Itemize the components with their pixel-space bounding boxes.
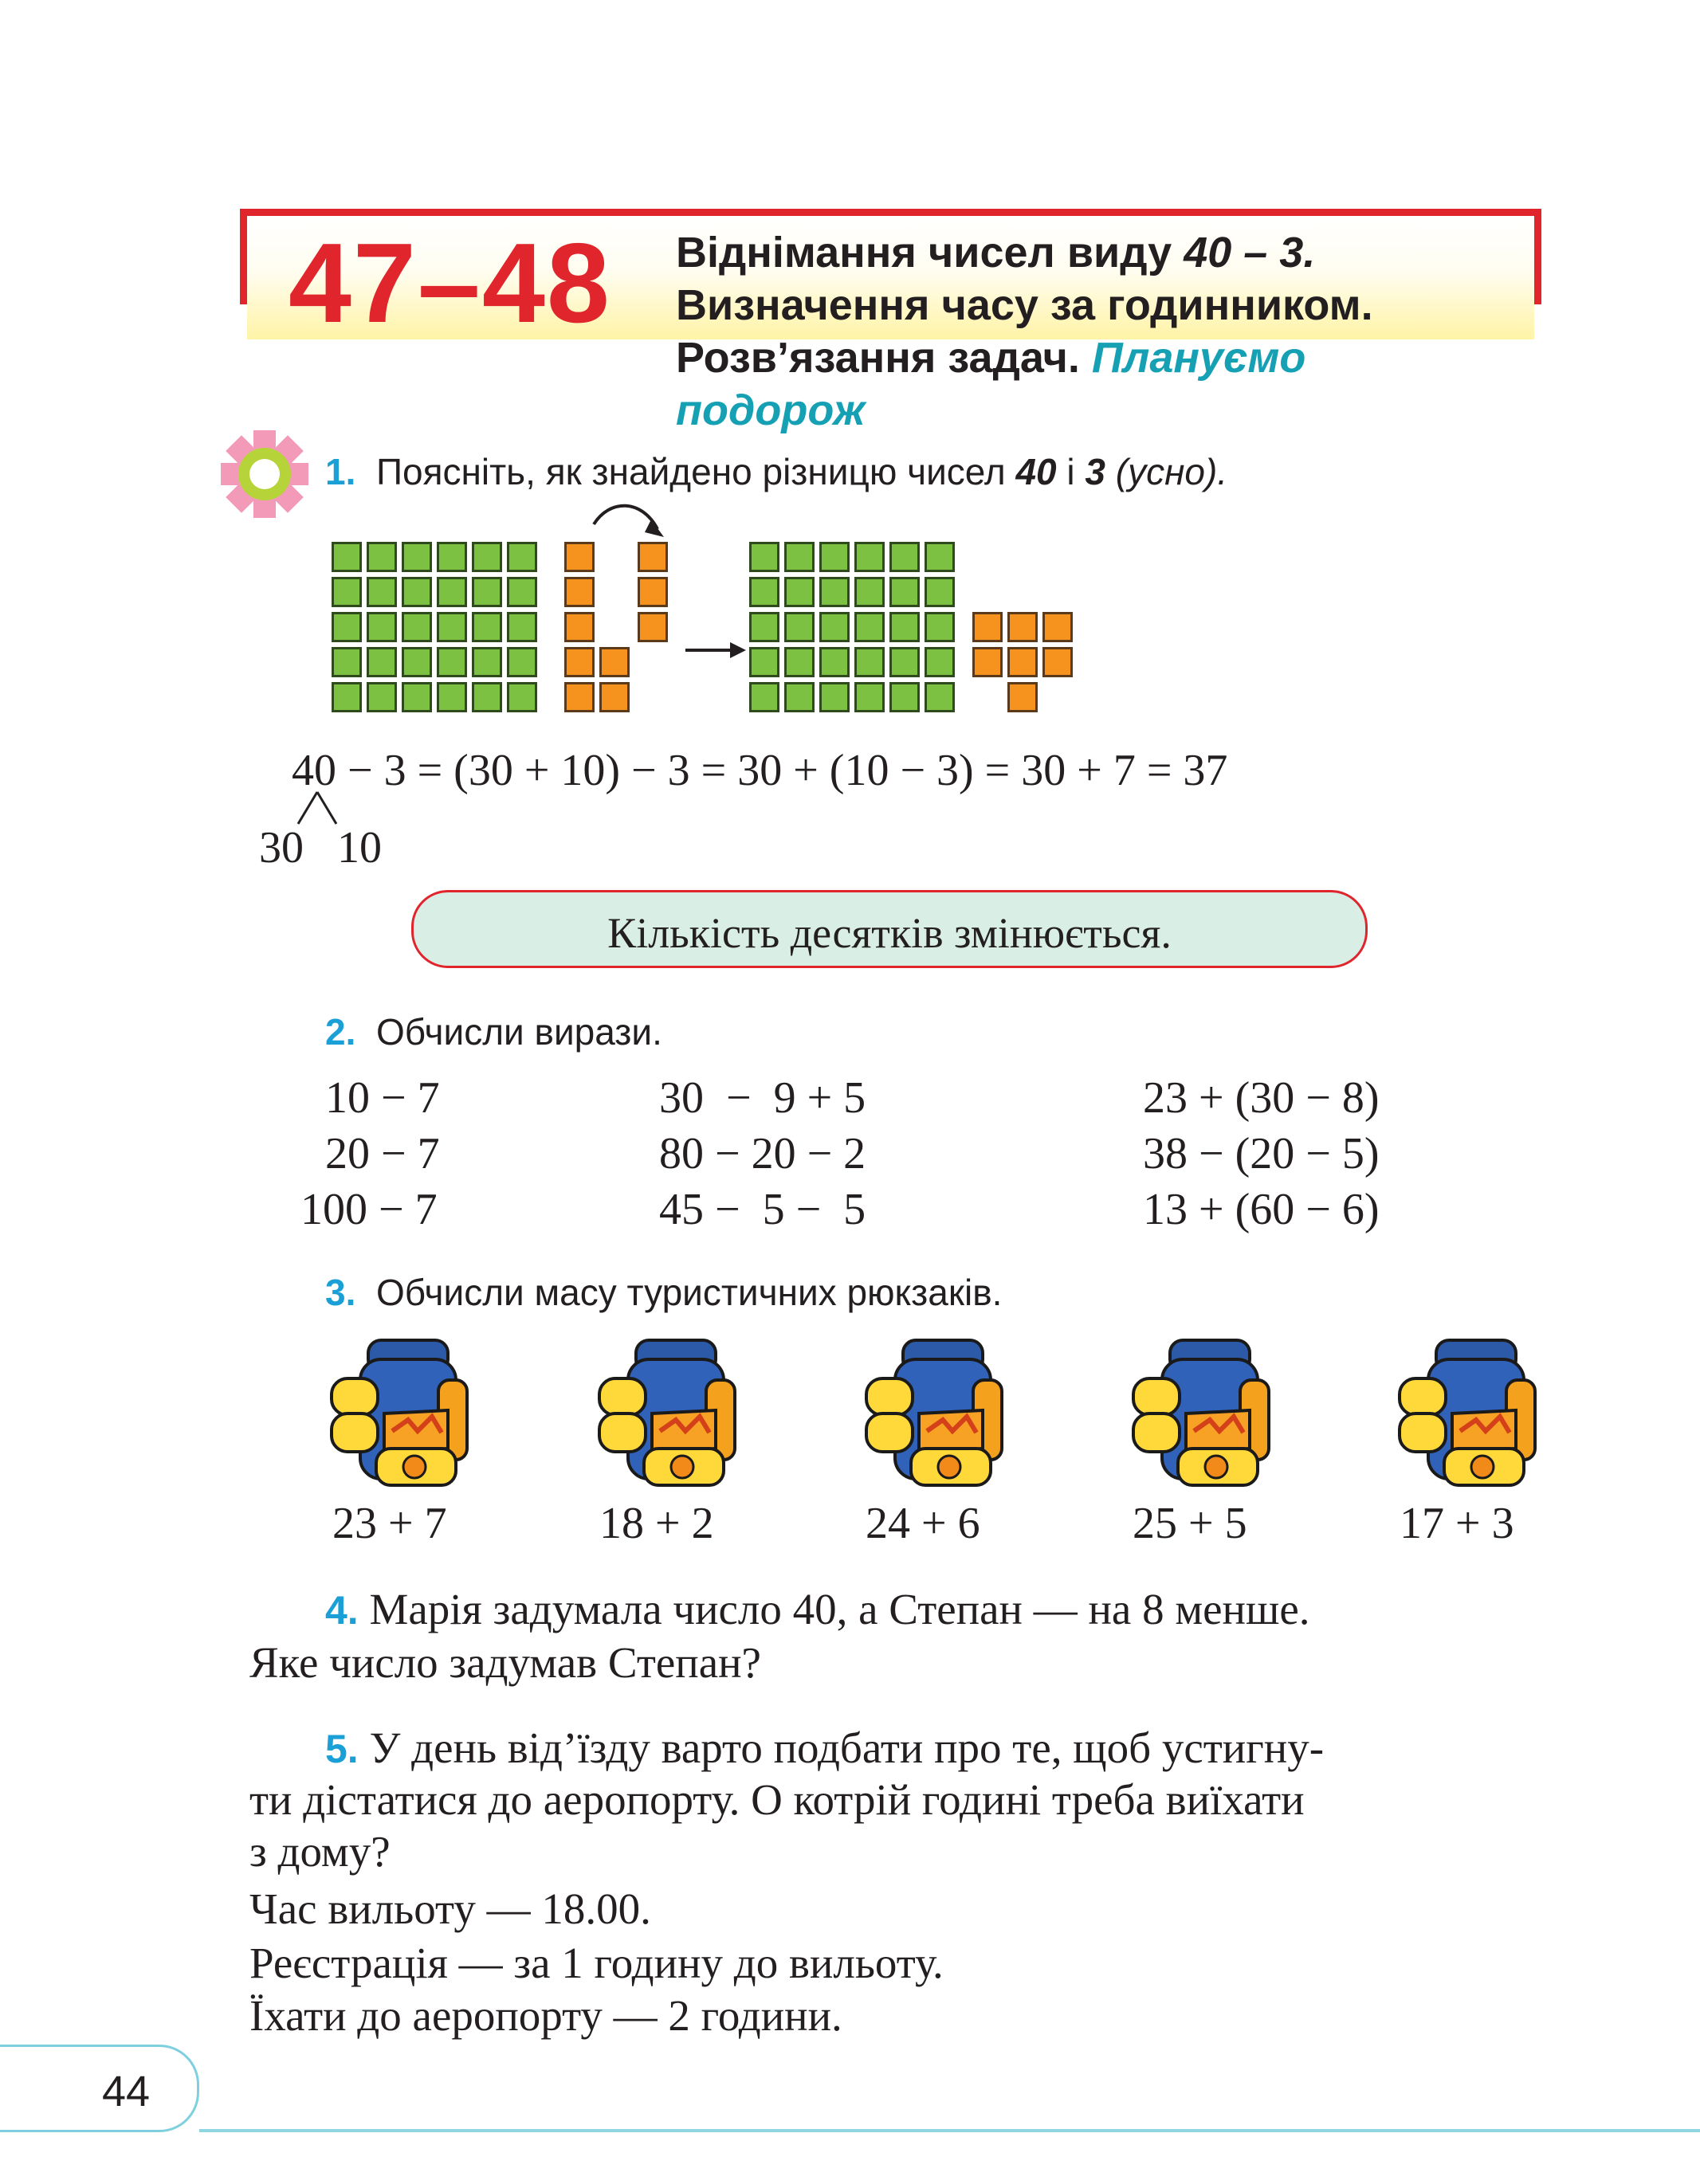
green-block — [925, 577, 955, 607]
task-1-prompt — [325, 450, 1227, 493]
title-expression: 40 – 3. — [1184, 229, 1316, 276]
green-block — [507, 612, 537, 642]
green-block — [889, 542, 920, 572]
green-block — [402, 542, 432, 572]
green-block — [472, 647, 502, 677]
backpack-icon — [1396, 1337, 1540, 1490]
green-block — [749, 682, 779, 712]
task-1-equation: 40 − 3 = (30 + 10) − 3 = 30 + (10 − 3) = 30 + 7 = 37 — [292, 746, 1228, 795]
green-block — [402, 612, 432, 642]
task-5-fact-2: Реєстрація — за 1 годину до вильоту. — [249, 1939, 944, 1987]
expression: 80 − 20 − 2 — [659, 1129, 866, 1178]
task-3-prompt — [325, 1271, 1002, 1314]
backpack-expression: 18 + 2 — [599, 1499, 714, 1548]
task-5-fact-1: Час вильоту — 18.00. — [249, 1884, 651, 1933]
expression: 45 − 5 − 5 — [659, 1185, 866, 1234]
green-block — [784, 682, 815, 712]
backpack-icon — [1130, 1337, 1274, 1490]
title-line-2: Визначення часу за годинником. — [676, 281, 1373, 329]
task-5-fact-3: Їхати до аеропорту — 2 години. — [249, 1991, 842, 2040]
backpack-expression: 24 + 6 — [866, 1499, 980, 1548]
orange-block — [1007, 647, 1038, 677]
green-block — [819, 612, 850, 642]
right-arrow-icon — [684, 634, 748, 666]
green-block — [925, 612, 955, 642]
green-block — [367, 647, 397, 677]
orange-block — [564, 577, 595, 607]
expression: 30 − 9 + 5 — [659, 1073, 866, 1123]
green-block — [332, 577, 362, 607]
green-block — [889, 682, 920, 712]
task-4-line-2: Яке число задумав Степан? — [249, 1638, 761, 1687]
backpack-icon — [596, 1337, 740, 1490]
task-text: Марія задумала число 40, а Степан — на 8 менше. — [369, 1585, 1310, 1633]
task-note: (усно). — [1115, 451, 1228, 492]
green-block — [332, 682, 362, 712]
title-accent: Плануємо — [1091, 334, 1306, 382]
green-block — [402, 647, 432, 677]
green-block — [332, 542, 362, 572]
orange-block — [564, 682, 595, 712]
green-block — [437, 577, 467, 607]
title-line-3 — [676, 334, 1306, 382]
green-block — [437, 682, 467, 712]
split-right: 10 — [337, 823, 382, 872]
green-block — [784, 577, 815, 607]
green-block — [854, 682, 885, 712]
green-block — [854, 542, 885, 572]
green-block — [367, 682, 397, 712]
expression: 20 − 7 — [325, 1129, 440, 1178]
green-block — [889, 612, 920, 642]
orange-block — [972, 647, 1003, 677]
task-number: 1. — [325, 451, 356, 492]
green-block — [507, 542, 537, 572]
expression: 13 + (60 − 6) — [1143, 1185, 1380, 1234]
green-block — [507, 682, 537, 712]
green-block — [472, 542, 502, 572]
task-number: 5. — [325, 1727, 359, 1771]
green-block — [402, 682, 432, 712]
green-block — [749, 647, 779, 677]
orange-block — [1007, 612, 1038, 642]
task-number: 3. — [325, 1272, 356, 1313]
task-text: У день від’їзду варто подбати про те, щоб устигну- — [369, 1723, 1325, 1772]
green-block — [784, 542, 815, 572]
green-block — [367, 612, 397, 642]
green-block — [819, 682, 850, 712]
task-4-line-1 — [325, 1582, 1309, 1637]
task-5-line-3: з дому? — [249, 1827, 391, 1876]
orange-block — [638, 577, 668, 607]
title-text: Віднімання чисел виду — [676, 229, 1172, 276]
conjunction: і — [1066, 451, 1075, 492]
orange-block — [1042, 647, 1073, 677]
task-text: Обчисли масу туристичних рюкзаків. — [375, 1272, 1003, 1313]
expression: 10 − 7 — [325, 1073, 440, 1123]
orange-block — [972, 612, 1003, 642]
page-number: 44 — [102, 2068, 151, 2115]
green-block — [925, 542, 955, 572]
flower-icon — [219, 429, 311, 520]
backpack-expression: 23 + 7 — [332, 1499, 447, 1548]
green-block — [854, 647, 885, 677]
lesson-number: 47–48 — [289, 220, 611, 347]
backpack-expression: 17 + 3 — [1400, 1499, 1514, 1548]
expression: 38 − (20 − 5) — [1143, 1129, 1380, 1178]
green-block — [819, 647, 850, 677]
green-block — [854, 577, 885, 607]
backpack-icon — [328, 1337, 472, 1490]
rule-text: Кількість десятків змінюється. — [607, 909, 1172, 957]
title-line-4: подорож — [676, 386, 866, 434]
orange-block — [638, 612, 668, 642]
orange-block — [1007, 682, 1038, 712]
green-block — [854, 612, 885, 642]
task-5-line-2: ти дістатися до аеропорту. О котрій годині треба виїхати — [249, 1775, 1305, 1824]
task-text: Обчисли вирази. — [375, 1011, 662, 1053]
task-text: Поясніть, як знайдено різницю чисел — [375, 451, 1006, 492]
curved-arrow-icon — [586, 502, 665, 566]
title-text: Розв’язання задач. — [676, 334, 1080, 382]
green-block — [367, 577, 397, 607]
green-block — [472, 682, 502, 712]
green-block — [332, 647, 362, 677]
number-3: 3 — [1085, 451, 1106, 492]
task-number: 2. — [325, 1011, 356, 1053]
green-block — [507, 647, 537, 677]
orange-block — [564, 647, 595, 677]
orange-block — [1042, 612, 1073, 642]
green-block — [749, 612, 779, 642]
title-line-1 — [676, 231, 1315, 274]
green-block — [925, 647, 955, 677]
green-block — [437, 612, 467, 642]
expression: 23 + (30 − 8) — [1143, 1073, 1380, 1123]
bottom-rule — [199, 2129, 1700, 2132]
green-block — [472, 577, 502, 607]
orange-block — [599, 647, 630, 677]
green-block — [784, 612, 815, 642]
green-block — [332, 612, 362, 642]
expression: 100 − 7 — [300, 1185, 438, 1234]
backpack-expression: 25 + 5 — [1133, 1499, 1247, 1548]
green-block — [889, 647, 920, 677]
number-40: 40 — [1015, 451, 1057, 492]
split-left: 30 — [259, 823, 304, 872]
green-block — [889, 577, 920, 607]
task-number: 4. — [325, 1588, 359, 1633]
page-number-box — [0, 2045, 199, 2132]
green-block — [367, 542, 397, 572]
green-block — [437, 647, 467, 677]
green-block — [472, 612, 502, 642]
orange-block — [564, 612, 595, 642]
green-block — [507, 577, 537, 607]
green-block — [819, 577, 850, 607]
task-5-line-1 — [325, 1721, 1324, 1776]
backpack-icon — [863, 1337, 1007, 1490]
green-block — [784, 647, 815, 677]
green-block — [402, 577, 432, 607]
green-block — [925, 682, 955, 712]
green-block — [437, 542, 467, 572]
green-block — [819, 542, 850, 572]
orange-block — [599, 682, 630, 712]
green-block — [749, 542, 779, 572]
green-block — [749, 577, 779, 607]
task-2-prompt — [325, 1010, 662, 1053]
